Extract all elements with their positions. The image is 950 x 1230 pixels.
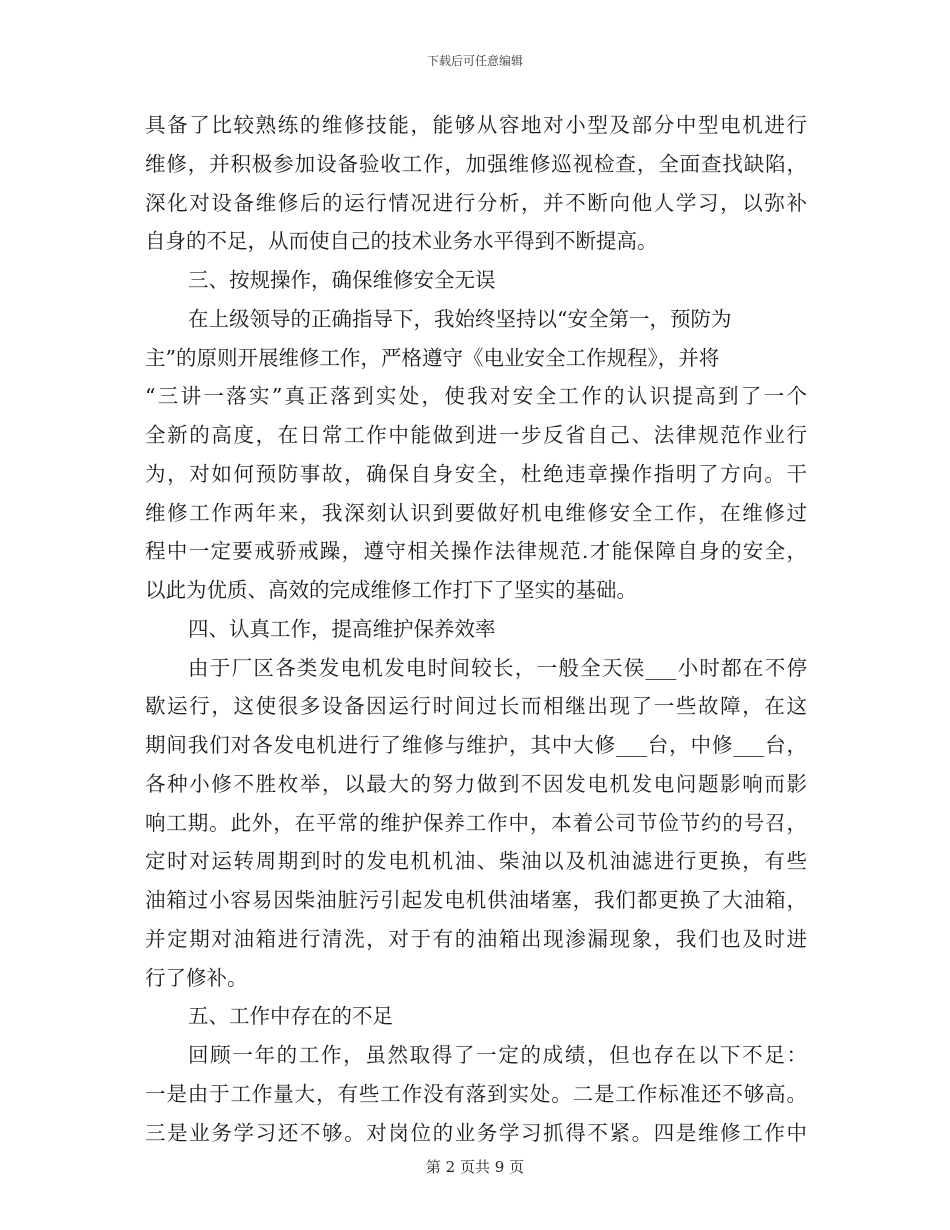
paragraph-line: 油箱过小容易因柴油脏污引起发电机供油堵塞，我们都更换了大油箱， xyxy=(145,888,807,912)
section-heading: 四、认真工作，提高维护保养效率 xyxy=(188,616,496,641)
paragraph-line: 自身的不足，从而使自己的技术业务水平得到不断提高。 xyxy=(145,229,658,254)
page-number: 第 2 页共 9 页 xyxy=(425,1158,525,1176)
paragraph-line: 期间我们对各发电机进行了维修与维护，其中大修___台，中修___台， xyxy=(145,733,807,757)
paragraph-line: 各种小修不胜枚举，以最大的努力做到不因发电机发电问题影响而影 xyxy=(145,771,807,796)
paragraph-line: 响工期。此外，在平常的维护保养工作中，本着公司节俭节约的号召， xyxy=(145,810,807,835)
paragraph-line: 三是业务学习还不够。对岗位的业务学习抓得不紧。四是维修工作中 xyxy=(145,1120,807,1145)
paragraph-line: 程中一定要戒骄戒躁，遵守相关操作法律规范.才能保障自身的安全， xyxy=(145,539,807,564)
paragraph-line: 全新的高度，在日常工作中能做到进一步反省自己、法律规范作业行 xyxy=(145,423,807,447)
paragraph-line: 维修工作两年来，我深刻认识到要做好机电维修安全工作，在维修过 xyxy=(145,500,807,525)
page-header: 下载后可任意编辑 xyxy=(426,54,523,68)
section-heading: 五、工作中存在的不足 xyxy=(188,1004,393,1029)
paragraph-line: 维修，并积极参加设备验收工作，加强维修巡视检查，全面查找缺陷， xyxy=(145,151,807,176)
paragraph-line: 回顾一年的工作，虽然取得了一定的成绩，但也存在以下不足： xyxy=(188,1043,807,1067)
paragraph-line: 定时对运转周期到时的发电机机油、柴油以及机油滤进行更换，有些 xyxy=(145,849,807,874)
paragraph-line: 主”的原则开展维修工作，严格遵守《电业安全工作规程》，并将 xyxy=(145,345,720,370)
paragraph-line: 由于厂区各类发电机发电时间较长，一般全天侯___小时都在不停 xyxy=(188,655,807,680)
paragraph-line: 行了修补。 xyxy=(145,965,248,990)
section-heading: 三、按规操作，确保维修安全无误 xyxy=(188,268,496,292)
paragraph-line: 为，对如何预防事故，确保自身安全，杜绝违章操作指明了方向。干 xyxy=(145,461,807,486)
paragraph-line: 以此为优质、高效的完成维修工作打下了坚实的基础。 xyxy=(145,578,637,602)
paragraph-line: 歇运行，这使很多设备因运行时间过长而相继出现了一些故障，在这 xyxy=(145,694,807,719)
paragraph-line: 具备了比较熟练的维修技能，能够从容地对小型及部分中型电机进行 xyxy=(145,113,807,137)
paragraph-line: 并定期对油箱进行清洗，对于有的油箱出现渗漏现象，我们也及时进 xyxy=(145,926,807,951)
document-body xyxy=(145,106,807,1152)
paragraph-line: 在上级领导的正确指导下，我始终坚持以“安全第一，预防为 xyxy=(188,306,732,331)
paragraph-line: “三讲一落实”真正落到实处，使我对安全工作的认识提高到了一个 xyxy=(145,384,807,409)
paragraph-line: 深化对设备维修后的运行情况进行分析，并不断向他人学习，以弥补 xyxy=(145,190,807,215)
paragraph-line: 一是由于工作量大，有些工作没有落到实处。二是工作标准还不够高。 xyxy=(145,1081,807,1106)
